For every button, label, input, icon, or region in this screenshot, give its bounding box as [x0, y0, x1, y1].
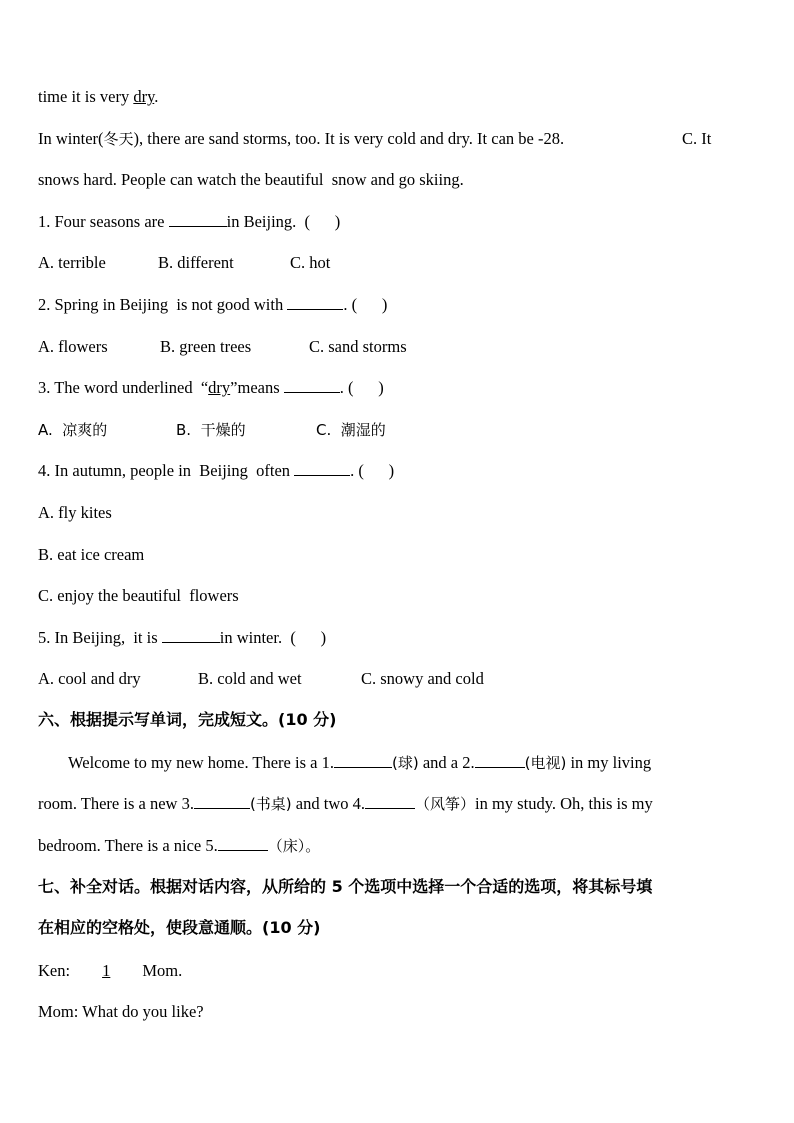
- q4-option-b: B. eat ice cream: [38, 545, 145, 564]
- cloze-text: room. There is a new 3.: [38, 794, 194, 813]
- passage-line-3: snows hard. People can watch the beautiful snow and go skiing.: [38, 170, 464, 189]
- cloze-text: and two 4.: [291, 794, 365, 813]
- passage-text: time it is very: [38, 87, 134, 106]
- answer-blank: [169, 212, 227, 227]
- q4-option-a: A. fly kites: [38, 503, 112, 522]
- q4-option-c: C. enjoy the beautiful flowers: [38, 586, 239, 605]
- passage-line-2: [38, 129, 564, 149]
- question-5: [38, 628, 326, 648]
- chinese-hint: (球): [391, 754, 419, 772]
- answer-blank: [194, 794, 250, 809]
- passage-text: ), there are sand storms, too. It is very cold and dry. It can be -28.: [133, 129, 565, 148]
- cloze-text: and a 2.: [418, 753, 475, 772]
- answer-blank: [475, 753, 525, 768]
- q1-option-c: C. hot: [290, 253, 331, 272]
- dialogue-ken: [38, 961, 182, 981]
- answer-blank: [162, 628, 220, 643]
- q1-option-b: B. different: [158, 253, 234, 272]
- chinese-hint: （风筝）: [415, 795, 476, 813]
- passage-text: .: [154, 87, 159, 106]
- section-6-heading: 六、根据提示写单词，完成短文。(10 分): [38, 710, 337, 729]
- q3-option-a: A. 凉爽的: [38, 421, 108, 439]
- chinese-hint: (电视): [524, 754, 567, 772]
- answer-blank: [294, 461, 350, 476]
- question-stem: 3. The word underlined “: [38, 378, 209, 397]
- answer-blank: [284, 378, 340, 393]
- chinese-gloss: 冬天: [103, 130, 134, 148]
- question-stem: 1. Four seasons are: [38, 212, 169, 231]
- dialogue-text: Mom.: [138, 961, 183, 980]
- question-stem: in winter. ( ): [219, 628, 327, 647]
- question-stem: . ( ): [350, 461, 395, 480]
- q5-option-a: A. cool and dry: [38, 669, 141, 688]
- chinese-hint: （床）。: [267, 837, 321, 855]
- section-7-heading-line-1: 七、补全对话。根据对话内容，从所给的 5 个选项中选择一个合适的选项，将其标号填: [38, 877, 653, 896]
- answer-blank: [365, 794, 415, 809]
- q1-option-a: A. terrible: [38, 253, 106, 272]
- question-stem: 4. In autumn, people in Beijing often: [38, 461, 295, 480]
- section-6-line-1: [68, 753, 651, 773]
- question-stem: 2. Spring in Beijing is not good with: [38, 295, 288, 314]
- section-6-line-2: [38, 794, 653, 814]
- q3-option-c: C. 潮湿的: [316, 421, 386, 439]
- question-4: [38, 461, 394, 481]
- underlined-word: dry: [208, 378, 231, 397]
- passage-line-2-tail: C. It: [682, 129, 712, 148]
- passage-line-1: [38, 87, 158, 107]
- question-stem: ”means: [230, 378, 284, 397]
- question-stem: . ( ): [343, 295, 388, 314]
- question-3: [38, 378, 384, 398]
- q3-option-b: B. 干燥的: [176, 421, 246, 439]
- answer-blank: [334, 753, 392, 768]
- question-1: [38, 212, 340, 232]
- passage-text: In winter(: [38, 129, 104, 148]
- answer-blank: [218, 836, 268, 851]
- q5-option-b: B. cold and wet: [198, 669, 302, 688]
- section-7-heading-line-2: 在相应的空格处，使段意通顺。(10 分): [38, 918, 321, 937]
- question-stem: 5. In Beijing, it is: [38, 628, 162, 647]
- q5-option-c: C. snowy and cold: [361, 669, 484, 688]
- question-stem: in Beijing. ( ): [226, 212, 341, 231]
- q2-option-c: C. sand storms: [309, 337, 407, 356]
- question-2: [38, 295, 387, 315]
- cloze-text: bedroom. There is a nice 5.: [38, 836, 218, 855]
- answer-blank: [287, 295, 343, 310]
- section-6-line-3: [38, 836, 320, 856]
- q2-option-b: B. green trees: [160, 337, 252, 356]
- dialogue-blank-number: 1: [102, 961, 111, 980]
- speaker-label: Ken:: [38, 961, 75, 980]
- chinese-hint: (书桌): [249, 795, 292, 813]
- cloze-text: in my study. Oh, this is my: [475, 794, 653, 813]
- cloze-text: Welcome to my new home. There is a 1.: [68, 753, 334, 772]
- question-stem: . ( ): [339, 378, 384, 397]
- dialogue-mom: Mom: What do you like?: [38, 1002, 204, 1021]
- q2-option-a: A. flowers: [38, 337, 108, 356]
- underlined-word: dry: [133, 87, 155, 106]
- cloze-text: in my living: [566, 753, 652, 772]
